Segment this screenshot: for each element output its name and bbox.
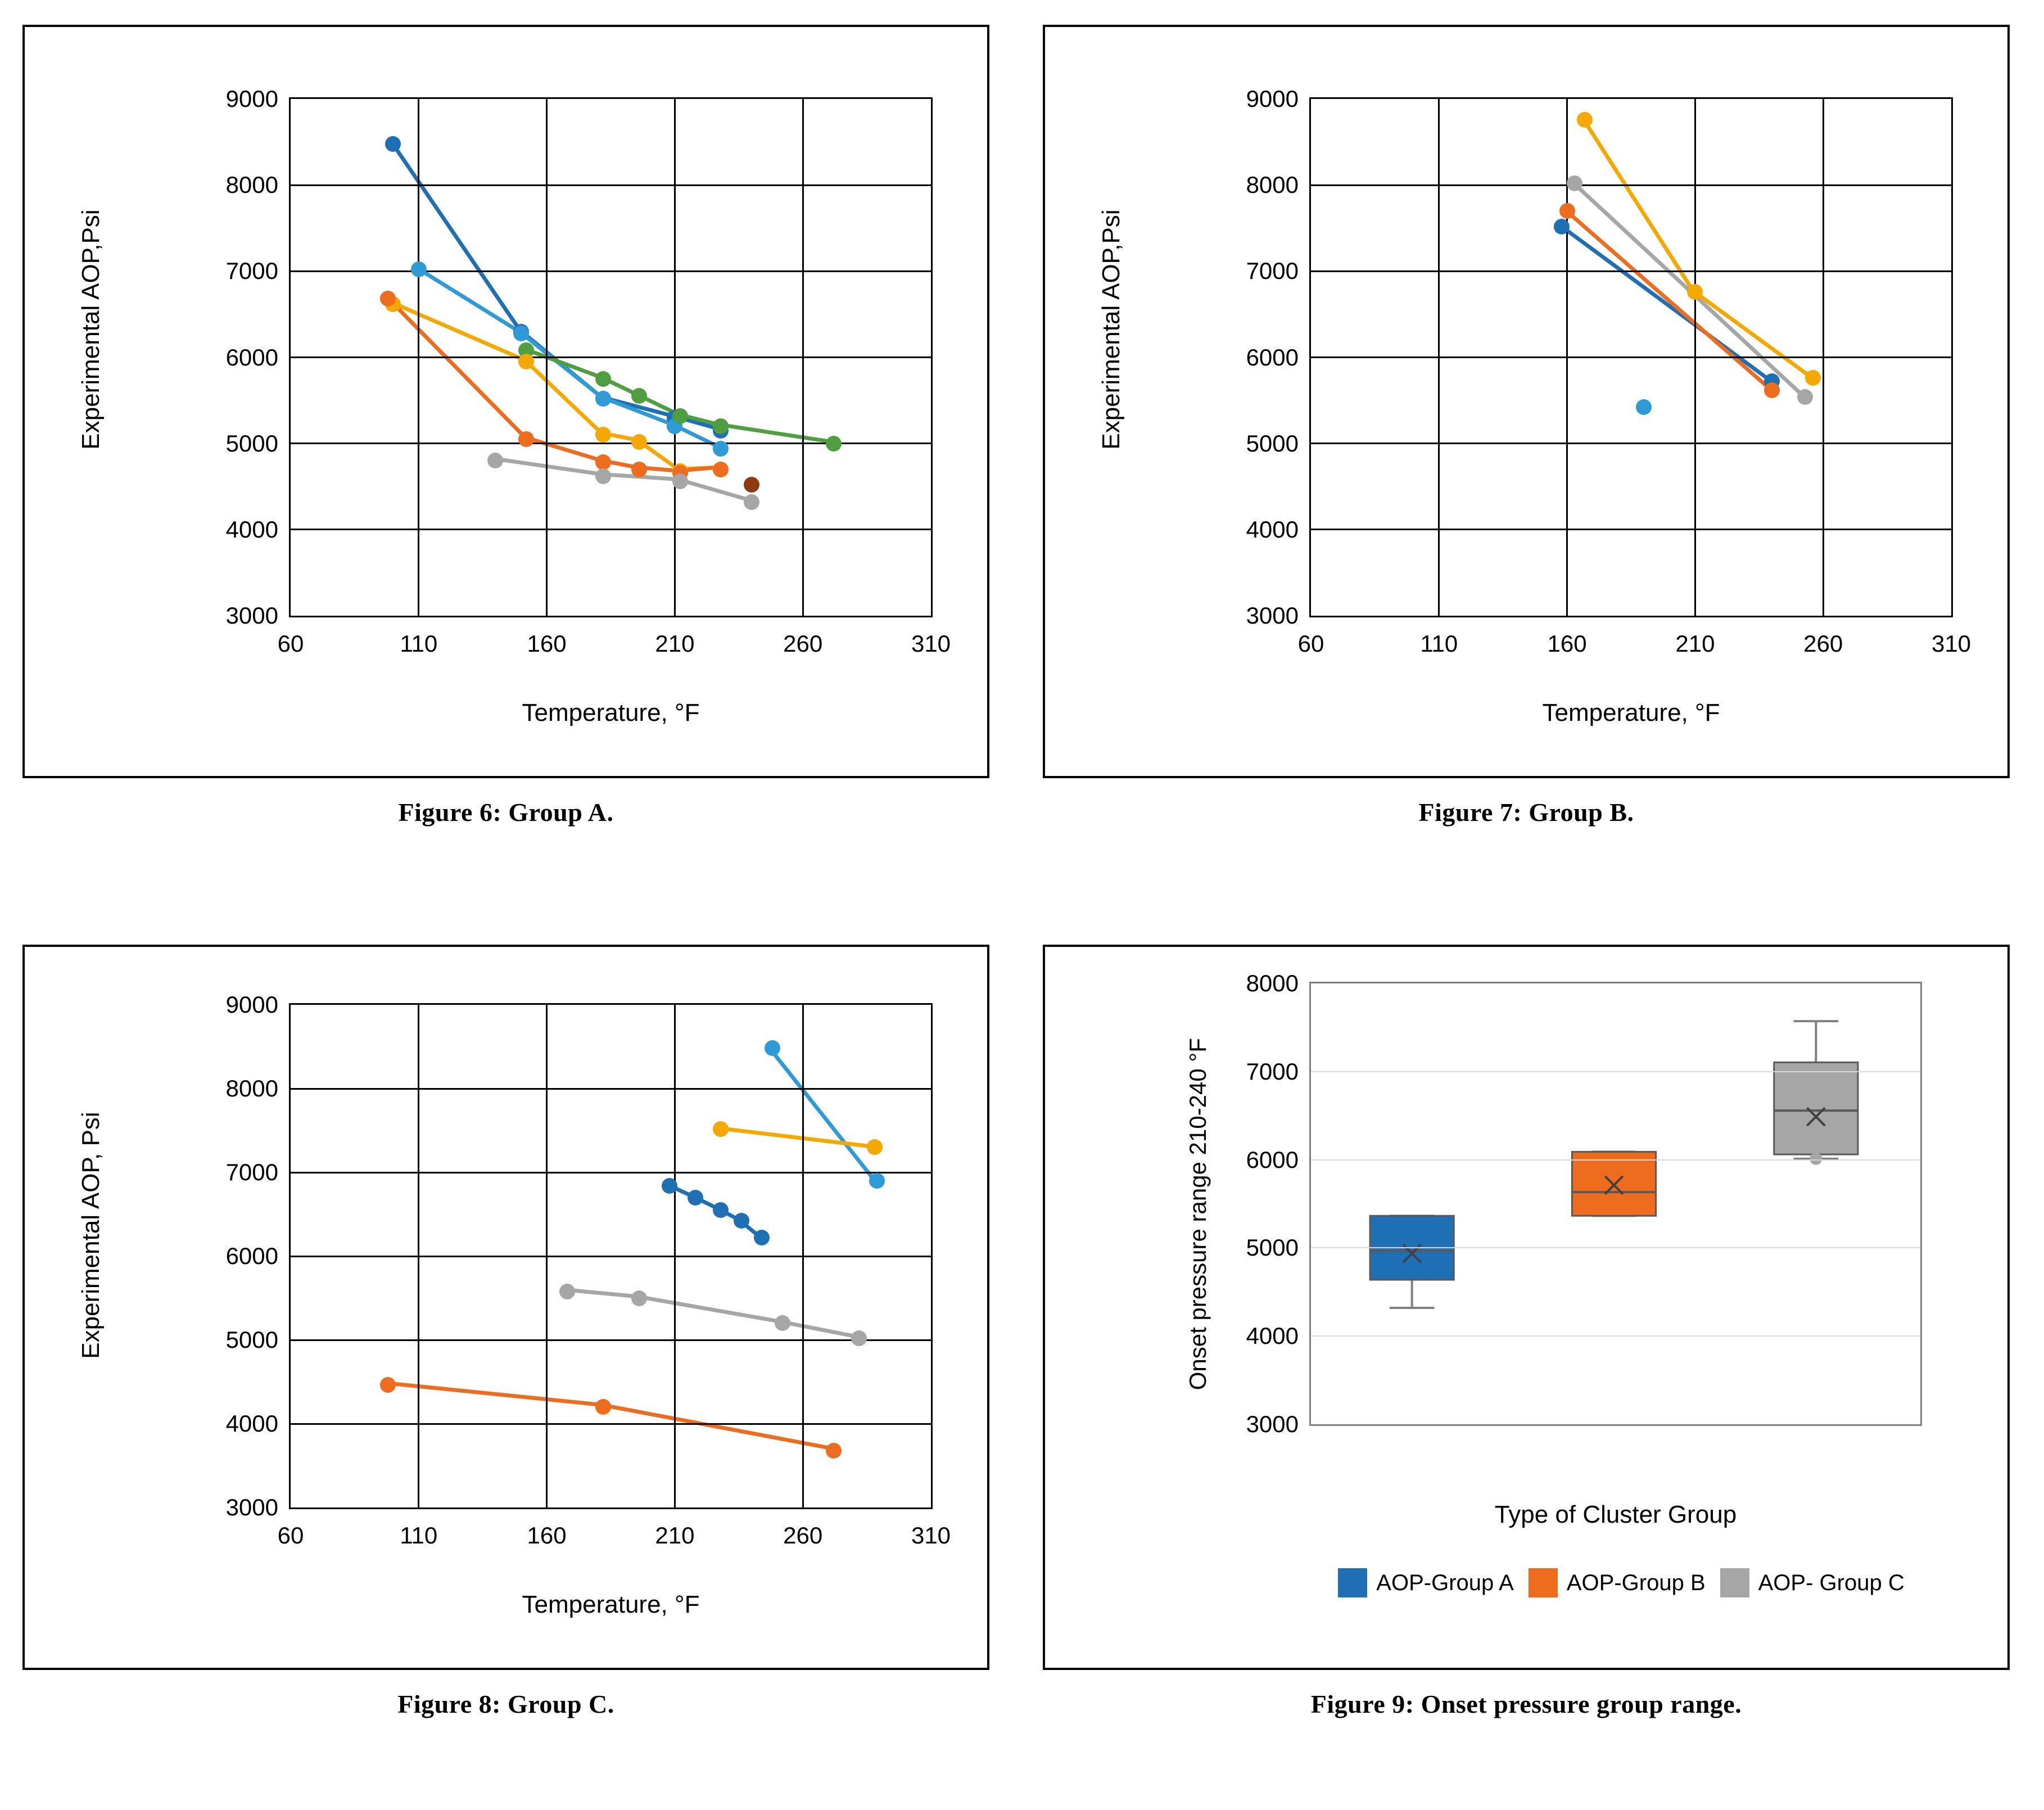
boxplot-graphics xyxy=(1311,983,1920,1425)
boxplot-box xyxy=(1774,1021,1858,1165)
figure-8-caption: Figure 8: Group C. xyxy=(397,1690,614,1718)
gridline-vertical xyxy=(418,1005,419,1507)
data-point xyxy=(867,1139,883,1155)
y-axis-tick: 4000 xyxy=(1246,1322,1299,1349)
y-axis-tick: 3000 xyxy=(1246,602,1299,629)
chart-group-c xyxy=(25,947,987,1668)
figure-9-caption: Figure 9: Onset pressure group range. xyxy=(1310,1690,1742,1718)
chart-group-a xyxy=(25,27,987,776)
gridline-horizontal xyxy=(1311,1159,1920,1161)
series-line xyxy=(1584,120,1810,377)
y-axis-tick: 6000 xyxy=(225,344,278,371)
x-axis-label-group-a: Temperature, °F xyxy=(522,699,700,726)
gridline-horizontal xyxy=(1311,1247,1920,1248)
data-point xyxy=(1764,382,1780,398)
y-axis-tick: 7000 xyxy=(225,258,278,285)
plot-area-onset-range xyxy=(1246,970,1922,1437)
data-point xyxy=(754,1230,770,1245)
gridline-horizontal xyxy=(291,1423,931,1425)
x-axis-label-group-b: Temperature, °F xyxy=(1542,699,1720,726)
legend-swatch-icon xyxy=(1338,1568,1367,1597)
x-axis-tick: 160 xyxy=(527,1522,567,1549)
data-point xyxy=(487,453,503,468)
data-point xyxy=(869,1173,885,1189)
gridline-horizontal xyxy=(1311,1071,1920,1072)
data-point xyxy=(744,494,759,510)
x-axis-tick: 260 xyxy=(1803,630,1843,657)
y-axis-label-group-c: Experimental AOP, Psi xyxy=(77,1112,105,1359)
figure-6 xyxy=(22,25,989,827)
data-point xyxy=(411,261,427,277)
series-line xyxy=(770,1048,874,1180)
x-axis-tick: 60 xyxy=(277,630,304,657)
series-line xyxy=(1566,210,1770,389)
data-point xyxy=(713,418,729,434)
data-point xyxy=(631,388,647,404)
legend-swatch-icon xyxy=(1720,1568,1749,1597)
data-point xyxy=(672,473,688,489)
plot-area-group-b xyxy=(1246,85,1971,657)
gridline-horizontal xyxy=(291,356,931,358)
legend-item[interactable] xyxy=(1529,1568,1706,1597)
y-axis-tick: 8000 xyxy=(1246,171,1299,198)
y-axis-tick: 8000 xyxy=(225,171,278,198)
series-line xyxy=(718,1128,871,1147)
data-point xyxy=(559,1284,575,1299)
x-axis-tick: 310 xyxy=(911,630,951,657)
y-axis-tick: 9000 xyxy=(1246,85,1299,112)
gridline-vertical xyxy=(546,99,548,616)
data-point xyxy=(765,1040,780,1056)
data-point xyxy=(380,291,396,306)
data-point xyxy=(631,462,647,477)
data-point xyxy=(1559,203,1575,219)
data-point xyxy=(513,326,529,341)
x-axis-tick: 260 xyxy=(783,630,823,657)
data-point xyxy=(595,468,611,484)
legend-label: AOP- Group C xyxy=(1758,1570,1905,1595)
y-axis-tick: 8000 xyxy=(1246,970,1299,996)
y-axis-tick: 4000 xyxy=(1246,516,1299,543)
data-point xyxy=(595,427,611,443)
gridline-horizontal xyxy=(1311,356,1951,358)
data-point xyxy=(1554,219,1570,234)
gridline-vertical xyxy=(418,99,419,616)
gridline-horizontal xyxy=(291,529,931,530)
data-point xyxy=(775,1315,790,1331)
data-point xyxy=(595,371,611,387)
x-axis-tick: 60 xyxy=(1297,630,1324,657)
y-axis-tick: 4000 xyxy=(225,1410,278,1437)
gridline-vertical xyxy=(674,99,676,616)
x-axis-tick: 210 xyxy=(655,1522,695,1549)
gridline-horizontal xyxy=(1311,1335,1920,1337)
y-axis-tick: 5000 xyxy=(1246,430,1299,457)
figure-7-frame xyxy=(1043,25,2010,778)
x-axis-tick: 110 xyxy=(400,630,438,657)
boxplot-box xyxy=(1370,1216,1454,1308)
x-axis-tick: 210 xyxy=(1675,630,1715,657)
x-axis-tick: 310 xyxy=(911,1522,951,1549)
y-axis-tick: 5000 xyxy=(225,430,278,457)
x-axis-tick: 260 xyxy=(783,1522,823,1549)
x-axis-tick: 160 xyxy=(1547,630,1587,657)
data-point xyxy=(518,431,534,447)
gridline-horizontal xyxy=(291,1256,931,1257)
data-point xyxy=(380,1377,396,1393)
legend-item[interactable] xyxy=(1720,1568,1905,1597)
x-axis-tick: 160 xyxy=(527,630,567,657)
y-axis-label-group-b: Experimental AOP,Psi xyxy=(1097,209,1125,450)
x-axis-tick: 110 xyxy=(400,1522,438,1549)
data-point xyxy=(713,462,729,477)
figure-8-frame xyxy=(22,945,989,1670)
gridline-vertical xyxy=(1823,99,1824,616)
data-point xyxy=(631,1290,647,1306)
figure-8 xyxy=(22,945,989,1719)
y-axis-tick: 3000 xyxy=(1246,1411,1299,1437)
series-line xyxy=(387,1383,831,1448)
gridline-vertical xyxy=(546,1005,548,1507)
y-axis-tick: 6000 xyxy=(1246,1146,1299,1173)
boxplot-box xyxy=(1572,1152,1656,1216)
legend-swatch-icon xyxy=(1529,1568,1558,1597)
data-point xyxy=(631,434,647,450)
chart-group-b xyxy=(1045,27,2007,776)
data-point xyxy=(672,408,688,424)
data-point xyxy=(744,477,759,493)
data-point xyxy=(713,441,729,457)
y-axis-tick: 5000 xyxy=(225,1326,278,1353)
x-axis-label-onset: Type of Cluster Group xyxy=(1494,1501,1737,1528)
gridline-vertical xyxy=(802,99,804,616)
figure-7 xyxy=(1043,25,2010,827)
legend-label: AOP-Group A xyxy=(1376,1570,1514,1595)
gridline-horizontal xyxy=(291,1088,931,1090)
gridline-vertical xyxy=(1438,99,1440,616)
plot-area-group-a xyxy=(225,85,951,657)
legend-label: AOP-Group B xyxy=(1566,1570,1706,1595)
series-line xyxy=(392,143,718,428)
y-axis-label-onset: Onset pressure range 210-240 °F xyxy=(1184,1038,1211,1391)
figure-9 xyxy=(1043,945,2010,1719)
gridline-horizontal xyxy=(1311,529,1951,530)
y-axis-tick: 9000 xyxy=(225,85,278,112)
data-point xyxy=(1805,370,1821,386)
series-line xyxy=(566,1290,856,1337)
gridline-horizontal xyxy=(291,1172,931,1173)
data-point xyxy=(1567,175,1582,191)
y-axis-tick: 9000 xyxy=(225,991,278,1018)
chart-onset-range xyxy=(1045,947,2007,1668)
x-axis-tick: 110 xyxy=(1420,630,1458,657)
gridline-horizontal xyxy=(1311,270,1951,272)
data-point xyxy=(1577,112,1593,128)
y-axis-tick: 7000 xyxy=(1246,258,1299,285)
x-axis-label-group-c: Temperature, °F xyxy=(522,1591,700,1618)
data-point xyxy=(734,1213,749,1229)
data-point xyxy=(688,1190,703,1206)
gridline-horizontal xyxy=(291,270,931,272)
gridline-vertical xyxy=(1694,99,1696,616)
data-point xyxy=(1636,399,1652,415)
y-axis-tick: 6000 xyxy=(1246,344,1299,371)
data-point xyxy=(1797,389,1813,405)
y-axis-tick: 6000 xyxy=(225,1243,278,1269)
y-axis-label-group-a: Experimental AOP,Psi xyxy=(77,209,105,450)
plot-area-group-c xyxy=(225,991,951,1549)
gridline-horizontal xyxy=(1311,184,1951,186)
y-axis-tick: 7000 xyxy=(225,1159,278,1185)
gridline-horizontal xyxy=(291,184,931,186)
gridline-vertical xyxy=(802,1005,804,1507)
y-axis-tick: 7000 xyxy=(1246,1058,1299,1085)
data-point xyxy=(713,1121,729,1137)
data-point xyxy=(826,436,842,452)
y-axis-tick: 4000 xyxy=(225,516,278,543)
data-point xyxy=(851,1330,867,1346)
gridline-vertical xyxy=(674,1005,676,1507)
y-axis-tick: 3000 xyxy=(225,602,278,629)
figure-7-caption: Figure 7: Group B. xyxy=(1418,798,1634,827)
data-point xyxy=(385,136,401,152)
x-axis-tick: 210 xyxy=(655,630,695,657)
gridline-vertical xyxy=(1566,99,1568,616)
x-axis-tick: 310 xyxy=(1931,630,1971,657)
data-point xyxy=(662,1178,677,1194)
legend-onset-range xyxy=(1309,1568,1933,1597)
data-point xyxy=(826,1443,842,1459)
legend-item[interactable] xyxy=(1338,1568,1514,1597)
y-axis-tick: 3000 xyxy=(225,1494,278,1520)
gridline-horizontal xyxy=(1311,443,1951,444)
figure-6-frame xyxy=(22,25,989,778)
y-axis-tick: 5000 xyxy=(1246,1234,1299,1261)
gridline-horizontal xyxy=(291,1339,931,1341)
data-point xyxy=(518,354,534,369)
figure-9-frame xyxy=(1043,945,2010,1670)
figure-6-caption: Figure 6: Group A. xyxy=(398,798,614,827)
data-point xyxy=(595,1399,611,1415)
y-axis-tick: 8000 xyxy=(225,1075,278,1102)
data-point xyxy=(713,1202,729,1218)
data-point xyxy=(1687,284,1703,300)
x-axis-tick: 60 xyxy=(277,1522,304,1549)
data-point xyxy=(595,391,611,407)
